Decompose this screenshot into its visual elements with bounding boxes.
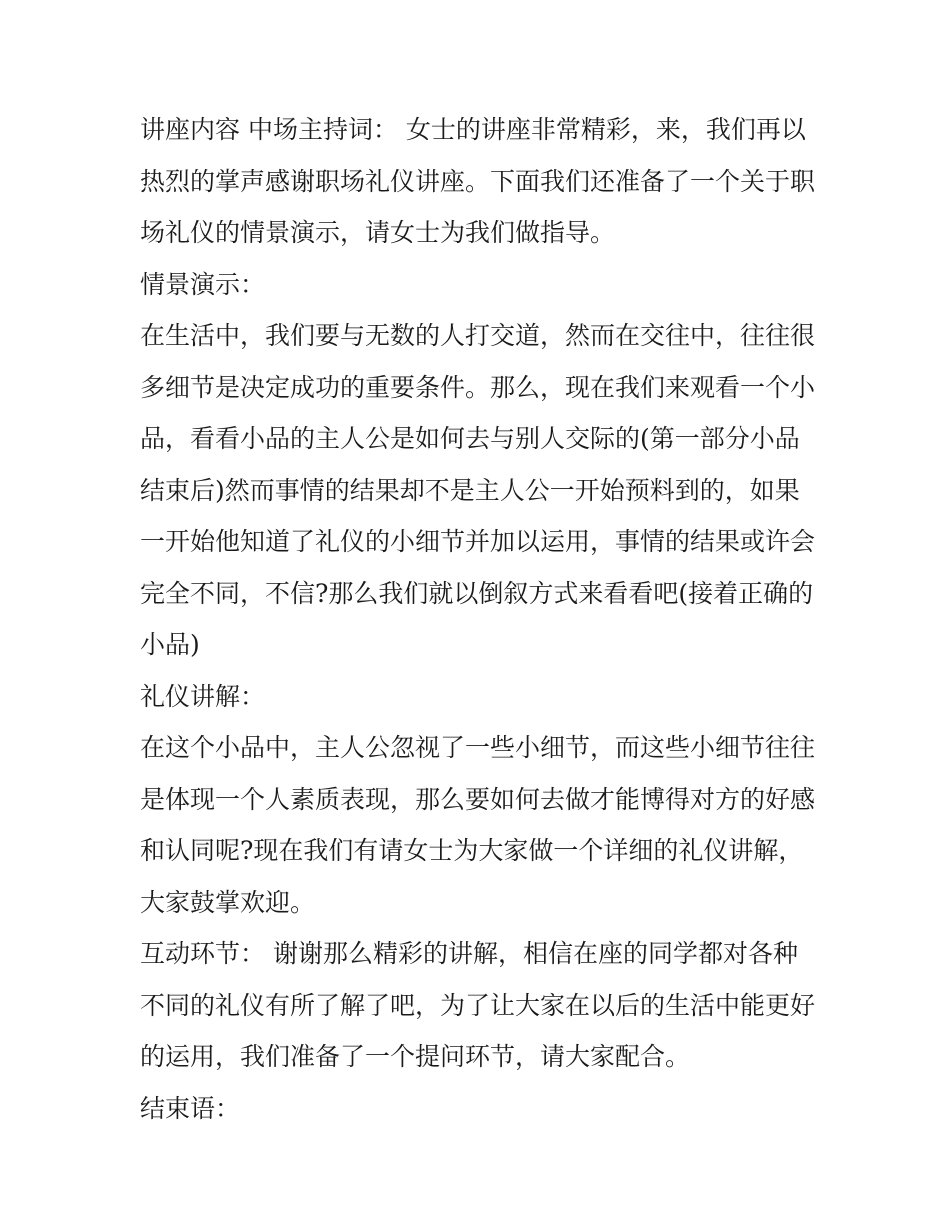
text-line: 的运用，我们准备了一个提问环节，请大家配合。 xyxy=(140,1042,691,1071)
paragraph-scenario-demo xyxy=(140,310,820,671)
text-line: 完全不同，不信?那么我们就以倒叙方式来看看吧(接着正确的 xyxy=(140,578,814,608)
text-line: 和认同呢?现在我们有请女士为大家做一个详细的礼仪讲解， xyxy=(140,836,804,865)
heading-closing-remarks xyxy=(140,1083,820,1135)
text-line: 在生活中，我们要与无数的人打交道，然而在交往中，往往很 xyxy=(140,321,816,350)
text-line: 多细节是决定成功的重要条件。那么，现在我们来观看一个小 xyxy=(140,372,816,402)
paragraph-midpoint-host-script xyxy=(140,104,820,259)
text-line: 不同的礼仪有所了解了吧，为了让大家在以后的生活中能更好 xyxy=(140,990,816,1020)
text-line: 品，看看小品的主人公是如何去与别人交际的(第一部分小品 xyxy=(140,424,800,453)
text-line: 大家鼓掌欢迎。 xyxy=(140,887,316,917)
text-line: 情景演示： xyxy=(140,269,266,299)
heading-etiquette-explanation xyxy=(140,671,820,723)
text-line: 礼仪讲解： xyxy=(140,681,266,711)
text-line: 场礼仪的情景演示，请女士为我们做指导。 xyxy=(140,218,616,247)
text-line: 结束语： xyxy=(140,1093,241,1123)
text-line: 在这个小品中，主人公忽视了一些小细节，而这些小细节往往 xyxy=(140,733,816,762)
paragraph-etiquette-explanation xyxy=(140,722,820,928)
text-line: 小品) xyxy=(140,630,200,659)
text-line: 讲座内容 中场主持词： 女士的讲座非常精彩，来，我们再以 xyxy=(140,115,806,144)
text-line: 一开始他知道了礼仪的小细节并加以运用，事情的结果或许会 xyxy=(140,527,816,556)
text-line: 结束后)然而事情的结果却不是主人公一开始预料到的，如果 xyxy=(140,475,800,505)
text-line: 热烈的掌声感谢职场礼仪讲座。下面我们还准备了一个关于职 xyxy=(140,166,816,196)
text-line: 互动环节： 谢谢那么精彩的讲解，相信在座的同学都对各种 xyxy=(140,939,798,968)
document-body xyxy=(140,104,820,1134)
heading-scenario-demo xyxy=(140,259,820,311)
text-line: 是体现一个人素质表现，那么要如何去做才能博得对方的好感 xyxy=(140,784,816,814)
paragraph-interaction-section xyxy=(140,928,820,1083)
